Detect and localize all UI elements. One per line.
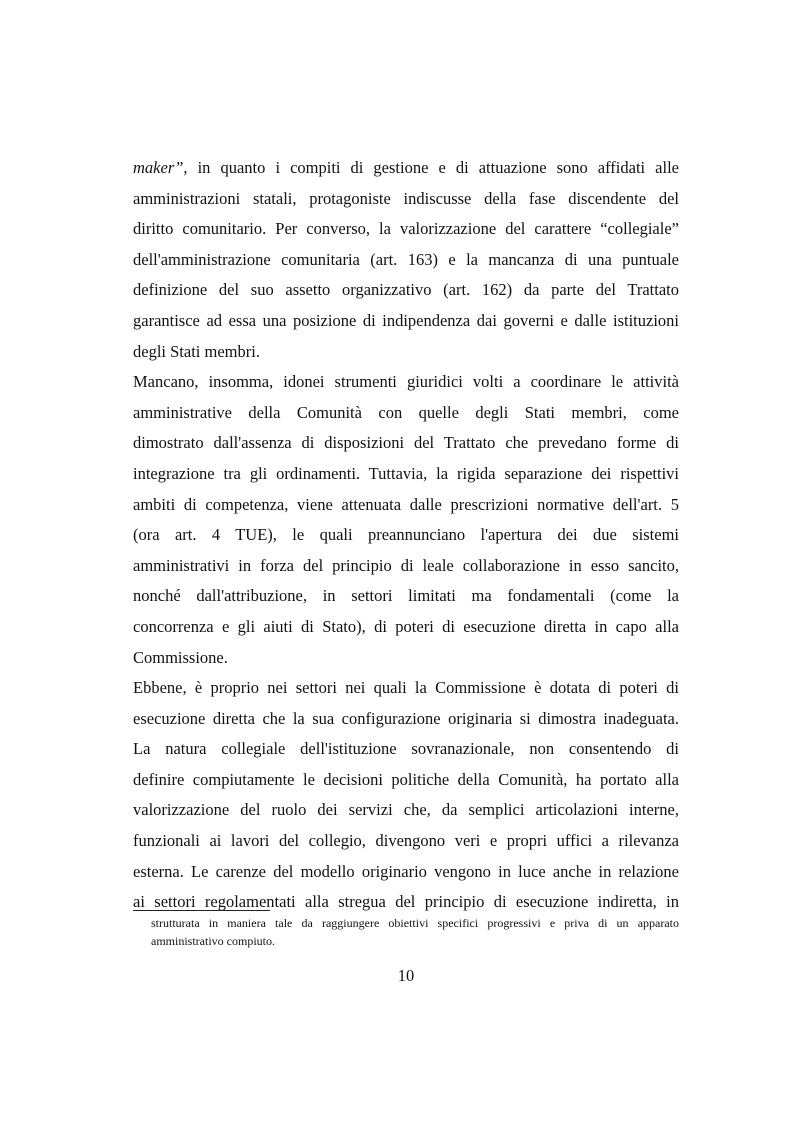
- body-line: dell'amministrazione comunitaria (art. 163) e la mancanza di una puntuale: [133, 249, 679, 269]
- body-line: Ebbene, è proprio nei settori nei quali la Commissione è dotata di poteri di: [133, 678, 679, 698]
- body-line: Commissione.: [133, 647, 228, 667]
- body-line: valorizzazione del ruolo dei servizi che, da semplici articolazioni interne,: [133, 800, 679, 820]
- body-line: nonché dall'attribuzione, in settori limitati ma fondamentali (come la: [133, 586, 679, 606]
- italic-term: maker”: [133, 158, 184, 177]
- body-text: [133, 153, 679, 918]
- body-line: Mancano, insomma, idonei strumenti giuridici volti a coordinare le attività: [133, 372, 679, 392]
- body-line: (ora art. 4 TUE), le quali preannunciano l'apertura dei due sistemi: [133, 525, 679, 545]
- body-line: ambiti di competenza, viene attenuata dalle prescrizioni normative dell'art. 5: [133, 494, 679, 514]
- body-line: amministrative della Comunità con quelle degli Stati membri, come: [133, 402, 679, 422]
- footnote-separator: [133, 910, 270, 911]
- body-line: dimostrato dall'assenza di disposizioni del Trattato che prevedano forme di: [133, 433, 679, 453]
- footnote-line: amministrativo compiuto.: [151, 934, 275, 948]
- body-line: garantisce ad essa una posizione di indipendenza dai governi e dalle istituzioni: [133, 310, 679, 330]
- footnote: [151, 914, 679, 950]
- footnote-line: strutturata in maniera tale da raggiungere obiettivi specifici progressivi e priva di un apparato: [151, 916, 679, 930]
- body-line: maker”, in quanto i compiti di gestione e di attuazione sono affidati alle: [133, 158, 679, 177]
- body-line: degli Stati membri.: [133, 341, 260, 361]
- body-line: concorrenza e gli aiuti di Stato), di poteri di esecuzione diretta in capo alla: [133, 616, 679, 636]
- body-line: diritto comunitario. Per converso, la valorizzazione del carattere “collegiale”: [133, 219, 679, 239]
- body-line: funzionali ai lavori del collegio, divengono veri e propri uffici a rilevanza: [133, 831, 679, 851]
- body-line: definire compiutamente le decisioni politiche della Comunità, ha portato alla: [133, 769, 679, 789]
- body-line: integrazione tra gli ordinamenti. Tuttavia, la rigida separazione dei rispettivi: [133, 463, 679, 483]
- body-line: definizione del suo assetto organizzativo (art. 162) da parte del Trattato: [133, 280, 679, 300]
- body-line: esterna. Le carenze del modello originario vengono in luce anche in relazione: [133, 861, 679, 881]
- body-line: La natura collegiale dell'istituzione sovranazionale, non consentendo di: [133, 739, 679, 759]
- body-line: amministrazioni statali, protagoniste indiscusse della fase discendente del: [133, 188, 679, 208]
- body-line: ai settori regolamentati alla stregua del principio di esecuzione indiretta, in: [133, 892, 679, 912]
- body-line: esecuzione diretta che la sua configurazione originaria si dimostra inadeguata.: [133, 708, 679, 728]
- body-line: amministrativi in forza del principio di leale collaborazione in esso sancito,: [133, 555, 679, 575]
- page-number: 10: [397, 966, 415, 985]
